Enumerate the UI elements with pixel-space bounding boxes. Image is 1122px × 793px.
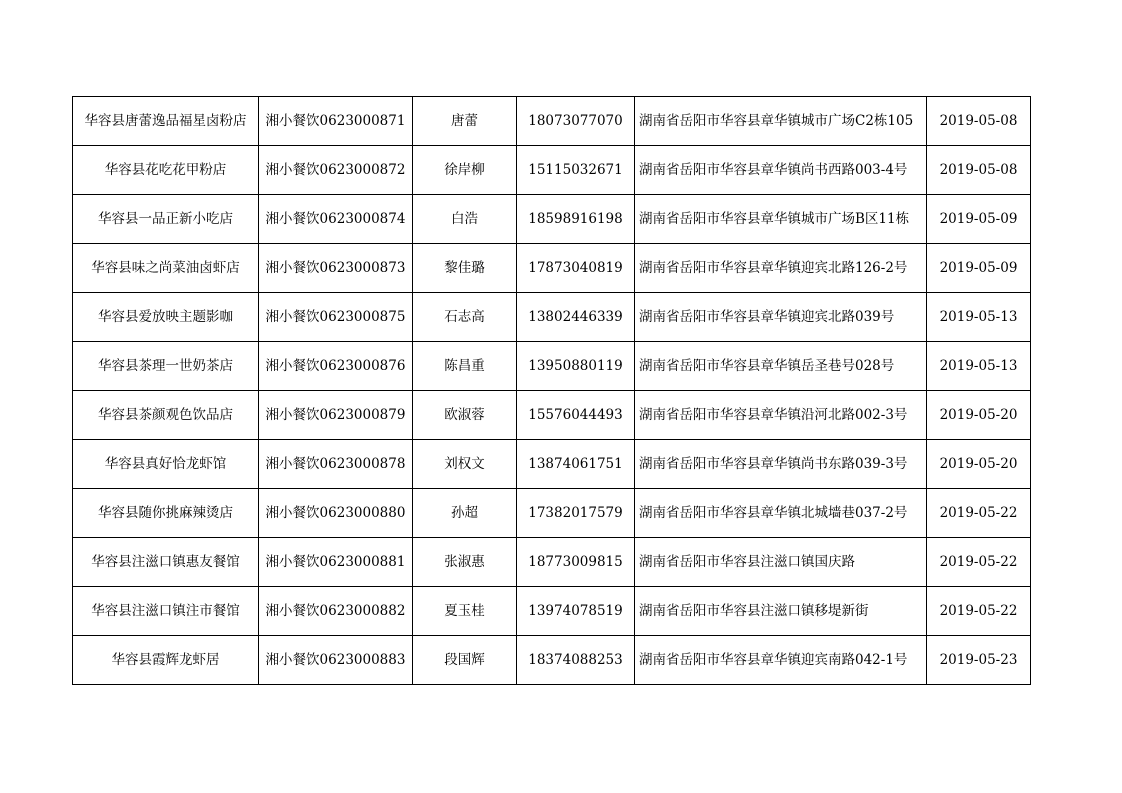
address-cell: 湖南省岳阳市华容县章华镇迎宾北路039号 (635, 293, 927, 342)
phone-number-cell: 13974078519 (517, 587, 635, 636)
address-cell: 湖南省岳阳市华容县注滋口镇国庆路 (635, 538, 927, 587)
issue-date-cell: 2019-05-08 (927, 146, 1031, 195)
shop-name-cell: 华容县唐蕾逸品福星卤粉店 (73, 97, 259, 146)
table-row (73, 293, 1031, 342)
address-cell: 湖南省岳阳市华容县章华镇迎宾北路126-2号 (635, 244, 927, 293)
issue-date-cell: 2019-05-13 (927, 293, 1031, 342)
address-cell: 湖南省岳阳市华容县章华镇城市广场C2栋105 (635, 97, 927, 146)
operator-name-cell: 夏玉桂 (413, 587, 517, 636)
table-row (73, 587, 1031, 636)
issue-date-cell: 2019-05-08 (927, 97, 1031, 146)
phone-number-cell: 18773009815 (517, 538, 635, 587)
issue-date-cell: 2019-05-23 (927, 636, 1031, 685)
operator-name-cell: 白浩 (413, 195, 517, 244)
phone-number-cell: 13950880119 (517, 342, 635, 391)
shop-name-cell: 华容县茶颜观色饮品店 (73, 391, 259, 440)
license-number-cell: 湘小餐饮0623000882 (259, 587, 413, 636)
operator-name-cell: 徐岸柳 (413, 146, 517, 195)
table-row (73, 97, 1031, 146)
issue-date-cell: 2019-05-20 (927, 391, 1031, 440)
address-cell: 湖南省岳阳市华容县章华镇岳圣巷号028号 (635, 342, 927, 391)
issue-date-cell: 2019-05-22 (927, 587, 1031, 636)
license-number-cell: 湘小餐饮0623000876 (259, 342, 413, 391)
address-cell: 湖南省岳阳市华容县章华镇沿河北路002-3号 (635, 391, 927, 440)
shop-name-cell: 华容县随你挑麻辣烫店 (73, 489, 259, 538)
shop-name-cell: 华容县花吃花甲粉店 (73, 146, 259, 195)
table-row (73, 538, 1031, 587)
shop-name-cell: 华容县霞辉龙虾居 (73, 636, 259, 685)
license-number-cell: 湘小餐饮0623000875 (259, 293, 413, 342)
issue-date-cell: 2019-05-20 (927, 440, 1031, 489)
operator-name-cell: 石志高 (413, 293, 517, 342)
table-row (73, 440, 1031, 489)
shop-name-cell: 华容县真好恰龙虾馆 (73, 440, 259, 489)
phone-number-cell: 15115032671 (517, 146, 635, 195)
operator-name-cell: 段国辉 (413, 636, 517, 685)
shop-name-cell: 华容县爱放映主题影咖 (73, 293, 259, 342)
table-row (73, 244, 1031, 293)
operator-name-cell: 欧淑蓉 (413, 391, 517, 440)
operator-name-cell: 陈昌重 (413, 342, 517, 391)
phone-number-cell: 17382017579 (517, 489, 635, 538)
license-number-cell: 湘小餐饮0623000873 (259, 244, 413, 293)
phone-number-cell: 18598916198 (517, 195, 635, 244)
operator-name-cell: 唐蕾 (413, 97, 517, 146)
operator-name-cell: 刘权文 (413, 440, 517, 489)
table-row (73, 636, 1031, 685)
issue-date-cell: 2019-05-09 (927, 244, 1031, 293)
license-number-cell: 湘小餐饮0623000881 (259, 538, 413, 587)
issue-date-cell: 2019-05-22 (927, 489, 1031, 538)
address-cell: 湖南省岳阳市华容县章华镇迎宾南路042-1号 (635, 636, 927, 685)
license-number-cell: 湘小餐饮0623000874 (259, 195, 413, 244)
phone-number-cell: 18073077070 (517, 97, 635, 146)
address-cell: 湖南省岳阳市华容县章华镇北城墙巷037-2号 (635, 489, 927, 538)
phone-number-cell: 15576044493 (517, 391, 635, 440)
license-number-cell: 湘小餐饮0623000883 (259, 636, 413, 685)
registry-table (72, 96, 1031, 685)
license-number-cell: 湘小餐饮0623000880 (259, 489, 413, 538)
license-number-cell: 湘小餐饮0623000872 (259, 146, 413, 195)
license-number-cell: 湘小餐饮0623000878 (259, 440, 413, 489)
shop-name-cell: 华容县一品正新小吃店 (73, 195, 259, 244)
operator-name-cell: 孙超 (413, 489, 517, 538)
phone-number-cell: 13802446339 (517, 293, 635, 342)
shop-name-cell: 华容县茶理一世奶茶店 (73, 342, 259, 391)
license-number-cell: 湘小餐饮0623000879 (259, 391, 413, 440)
table-row (73, 195, 1031, 244)
issue-date-cell: 2019-05-22 (927, 538, 1031, 587)
shop-name-cell: 华容县注滋口镇惠友餐馆 (73, 538, 259, 587)
operator-name-cell: 黎佳璐 (413, 244, 517, 293)
table-row (73, 489, 1031, 538)
phone-number-cell: 18374088253 (517, 636, 635, 685)
shop-name-cell: 华容县味之尚菜油卤虾店 (73, 244, 259, 293)
address-cell: 湖南省岳阳市华容县章华镇尚书东路039-3号 (635, 440, 927, 489)
phone-number-cell: 17873040819 (517, 244, 635, 293)
issue-date-cell: 2019-05-13 (927, 342, 1031, 391)
license-number-cell: 湘小餐饮0623000871 (259, 97, 413, 146)
table-row (73, 146, 1031, 195)
address-cell: 湖南省岳阳市华容县章华镇尚书西路003-4号 (635, 146, 927, 195)
issue-date-cell: 2019-05-09 (927, 195, 1031, 244)
table-body (73, 97, 1031, 685)
shop-name-cell: 华容县注滋口镇注市餐馆 (73, 587, 259, 636)
address-cell: 湖南省岳阳市华容县注滋口镇移堤新街 (635, 587, 927, 636)
address-cell: 湖南省岳阳市华容县章华镇城市广场B区11栋 (635, 195, 927, 244)
operator-name-cell: 张淑惠 (413, 538, 517, 587)
table-row (73, 342, 1031, 391)
phone-number-cell: 13874061751 (517, 440, 635, 489)
table-row (73, 391, 1031, 440)
